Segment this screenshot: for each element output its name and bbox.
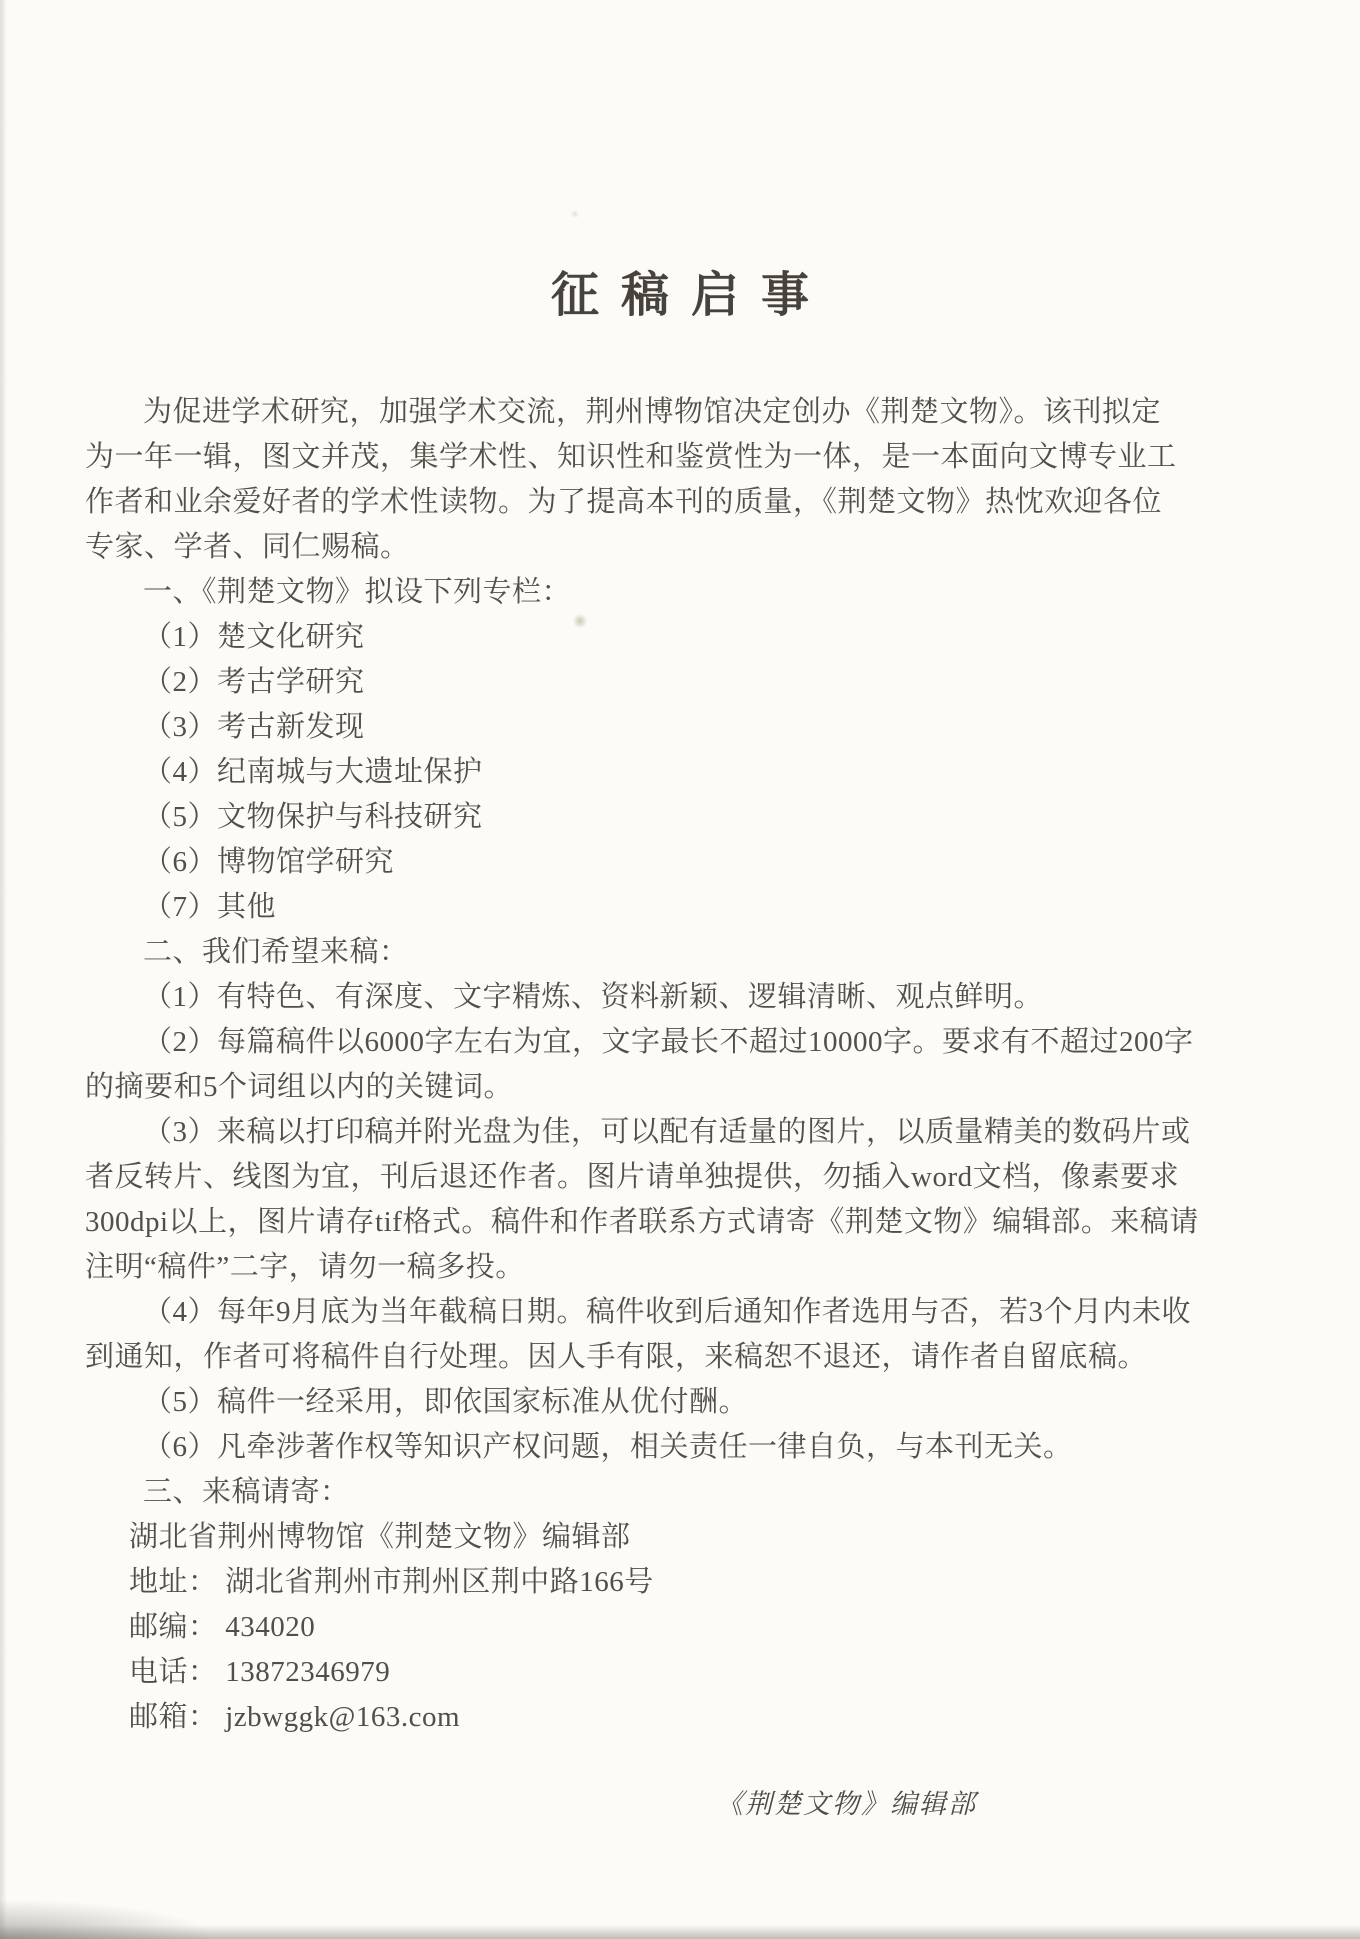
text-line-10: （5）文物保护与科技研究 [143,801,483,833]
text-line-25: 三、来稿请寄： [143,1476,350,1508]
text-line-20: 注明“稿件”二字，请勿一稿多投。 [85,1251,525,1283]
text-line-15: （2）每篇稿件以6000字左右为宜，文字最长不超过10000字。要求有不超过200字 [143,1026,1194,1058]
text-line-4: 专家、学者、同仁赐稿。 [85,531,410,563]
text-line-6: （1）楚文化研究 [143,621,365,653]
text-line-13: 二、我们希望来稿： [143,936,409,968]
text-line-11: （6）博物馆学研究 [143,846,395,878]
scan-smudge [572,614,588,628]
text-line-30: 邮箱： jzbwggk@163.com [129,1701,461,1733]
text-line-16: 的摘要和5个词组以内的关键词。 [85,1071,514,1103]
text-line-22: 到通知，作者可将稿件自行处理。因人手有限，来稿恕不退还，请作者自留底稿。 [85,1341,1148,1373]
text-line-19: 300dpi以上，图片请存tif格式。稿件和作者联系方式请寄《荆楚文物》编辑部。来稿请 [85,1206,1199,1238]
text-line-7: （2）考古学研究 [143,666,365,698]
text-line-3: 作者和业余爱好者的学术性读物。为了提高本刊的质量，《荆楚文物》热忱欢迎各位 [85,486,1163,518]
text-line-18: 者反转片、线图为宜，刊后退还作者。图片请单独提供，勿插入word文档，像素要求 [85,1161,1180,1193]
text-line-12: （7）其他 [143,891,277,923]
text-line-29: 电话： 13872346979 [129,1656,391,1688]
text-line-17: （3）来稿以打印稿并附光盘为佳，可以配有适量的图片，以质量精美的数码片或 [143,1116,1191,1148]
text-line-26: 湖北省荆州博物馆《荆楚文物》编辑部 [129,1521,631,1553]
text-line-1: 为促进学术研究，加强学术交流，荆州博物馆决定创办《荆楚文物》。该刊拟定 [143,396,1162,428]
text-line-5: 一、《荆楚文物》拟设下列专栏： [143,576,572,608]
scan-smudge [570,210,580,218]
page-title: 征稿启事 [550,269,831,322]
body-lines [85,390,1243,1740]
text-line-9: （4）纪南城与大遗址保护 [143,756,483,788]
text-line-23: （5）稿件一经采用，即依国家标准从优付酬。 [143,1386,749,1418]
text-line-27: 地址： 湖北省荆州市荆州区荆中路166号 [129,1566,654,1598]
text-line-24: （6）凡牵涉著作权等知识产权问题，相关责任一律自负，与本刊无关。 [143,1431,1073,1463]
text-line-8: （3）考古新发现 [143,711,365,743]
text-line-21: （4）每年9月底为当年截稿日期。稿件收到后通知作者选用与否，若3个月内未收 [143,1296,1192,1328]
text-line-2: 为一年一辑，图文并茂，集学术性、知识性和鉴赏性为一体，是一本面向文博专业工 [85,441,1177,473]
scan-edge-shadow-left [0,0,7,1939]
editorial-signature: 《荆楚文物》编辑部 [716,1789,977,1819]
scan-corner-shadow [0,1899,220,1939]
text-line-28: 邮编： 434020 [129,1611,316,1643]
text-line-14: （1）有特色、有深度、文字精炼、资料新颖、逻辑清晰、观点鲜明。 [143,981,1044,1013]
